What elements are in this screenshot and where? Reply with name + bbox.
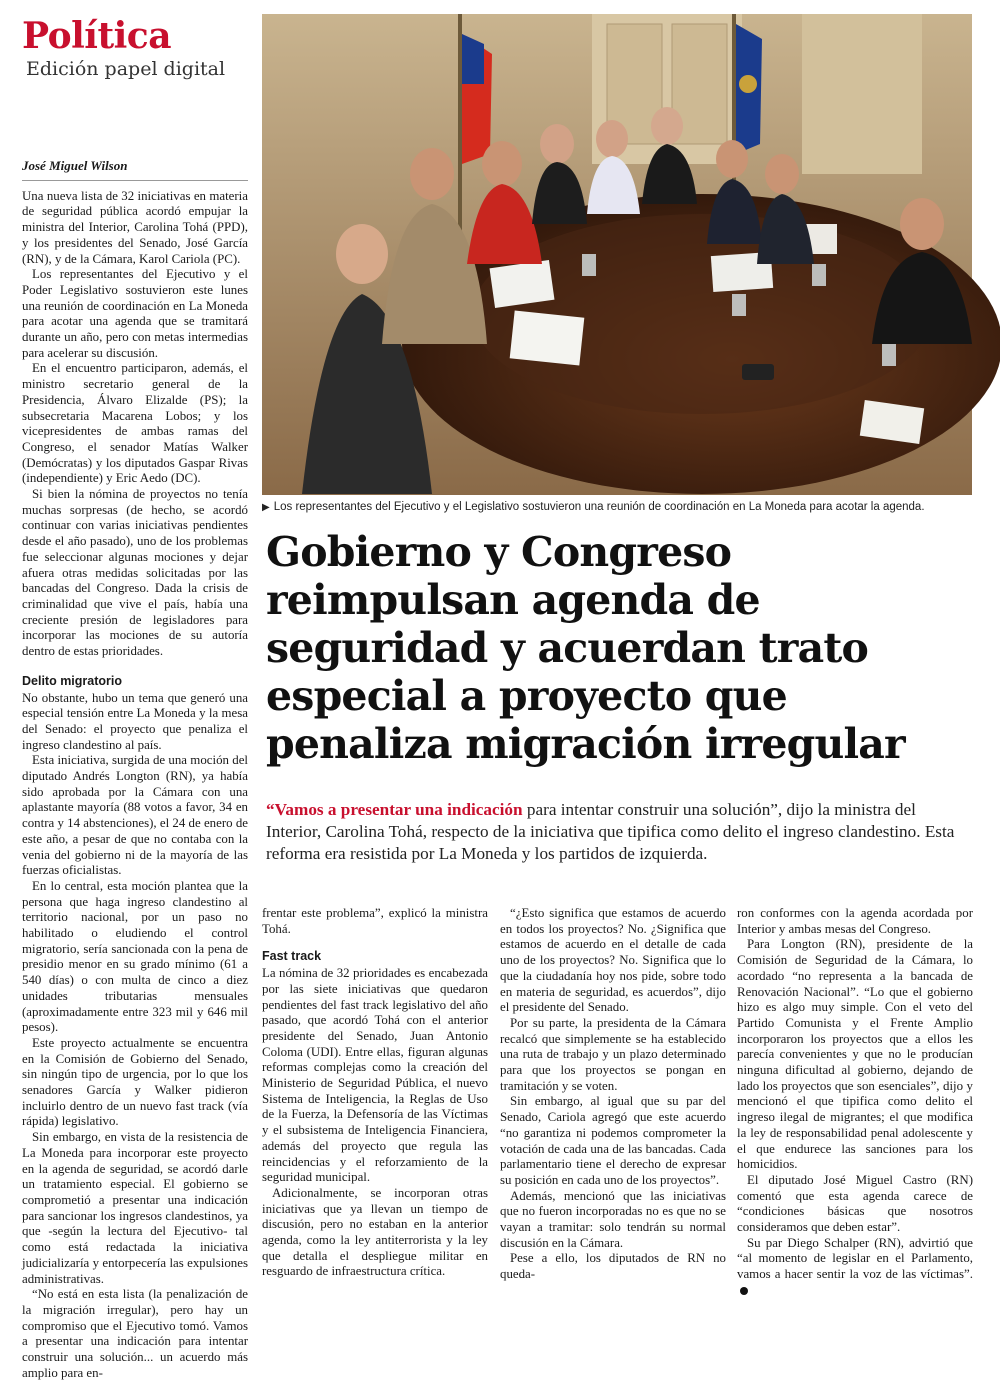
lead-paragraph bbox=[266, 799, 972, 865]
lead-rest: para intentar construir una solución”, dijo la ministra del Interior, Carolina Tohá, respecto de la iniciativa que tipifica como delito el ingreso clandestino. Esta reforma era resistida por La Moneda y los partidos de izquierda. bbox=[266, 800, 955, 863]
paragraph: La nómina de 32 prioridades es encabezada por las siete iniciativas que quedaron pendientes del fast track legislativo del año pasado, que acordó Tohá con el anterior presidente del Senado, Juan Antonio Coloma (UDI). Entre ellas, figuran algunas reformas complejas como la creación del Ministerio de Seguridad Pública, el nuevo Sistema de Inteligencia, la Reglas de Uso de la Fuerza, la Defensoría de las Víctimas y el subsistema de Inteligencia Financiera, además del proyecto que regula las reincidencias y el reforzamiento de la seguridad municipal. bbox=[262, 966, 488, 1185]
paragraph: El diputado José Miguel Castro (RN) comentó que esta agenda carece de “condiciones básicas que nosotros consideramos que deben estar”. bbox=[737, 1172, 973, 1235]
paragraph: ron conformes con la agenda acordada por Interior y ambas mesas del Congreso. bbox=[737, 906, 973, 936]
meeting-photo bbox=[262, 14, 972, 495]
paragraph: frentar este problema”, explicó la ministra Tohá. bbox=[262, 906, 488, 936]
caption-text: Los representantes del Ejecutivo y el Legislativo sostuvieron una reunión de coordinación en La Moneda para acotar la agenda. bbox=[273, 501, 925, 513]
paragraph: No obstante, hubo un tema que generó una especial tensión entre La Moneda y la mesa del Senado: el proyecto que penaliza el ingreso clandestino al país. bbox=[22, 690, 248, 752]
final-paragraph-text: Su par Diego Schalper (RN), advirtió que “al momento de legislar en el Parlamento, vamos a hacer sentir la voz de las víctimas”. bbox=[737, 1235, 973, 1282]
headline: Gobierno y Congreso reimpulsan agenda de seguridad y acuerdan trato especial a proyecto que penaliza migración irregular bbox=[266, 528, 905, 768]
paragraph bbox=[737, 1236, 973, 1299]
article-column-4 bbox=[737, 906, 973, 1282]
paragraph: En el encuentro participaron, además, el ministro secretario general de la Presidencia, Álvaro Elizalde (PS); la subsecretaria Macarena Lobos; y los vicepresidentes de ambas ramas del Congreso, el senador Matías Walker (Demócratas) y los diputados Gaspar Rivas (independiente) y Eric Aedo (DC). bbox=[22, 361, 248, 486]
paragraph: Para Longton (RN), presidente de la Comisión de Seguridad de la Cámara, lo acordado “no representa a la bancada de Renovación Nacional”. “Lo que el gobierno hizo es algo muy simple. Con el veto del Partido Comunista y el Frente Amplio incorporaron los proyectos que a ellos les parecía convenientes y que no le producían ninguna dificultad al gobierno, dejando de lado los proyectos que son esenciales”, dijo y mencionó el que tipifica como delito el ingreso ilegal de migrantes; el que modifica la ley de responsabilidad penal adolescente y el que endurece las sanciones para los homicidios. bbox=[737, 937, 973, 1172]
paragraph: En lo central, esta moción plantea que la persona que haga ingreso clandestino al territorio nacional, por un paso no habilitado o eludiendo el control migratorio, sería sancionada con la pena de presidio menor en su grado mínimo (61 a 540 días) o con multa de cinco a diez unidades tributarias mensuales (aproximadamente entre 323 mil y 646 mil pesos). bbox=[22, 878, 248, 1035]
meeting-photo-illustration bbox=[262, 14, 972, 495]
byline: José Miguel Wilson bbox=[22, 158, 248, 181]
paragraph: Esta iniciativa, surgida de una moción del diputado Andrés Longton (RN), ya había sido aprobada por la Cámara con una aplastante mayoría (88 votos a favor, 34 en contra y 14 abstenciones), el 24 de enero de este año, a pesar de que no contaba con la venia del gobierno ni de la mayoría de las fuerzas oficialistas. bbox=[22, 753, 248, 878]
paragraph: Además, mencionó que las iniciativas que no fueron incorporadas no es que no se vayan a tramitar: solo tendrán su normal discusión en la Cámara. bbox=[500, 1188, 726, 1250]
paragraph: Este proyecto actualmente se encuentra en la Comisión de Gobierno del Senado, sin ningún tipo de urgencia, por lo que los senadores García y Walker pidieron incluirlo dentro de un nuevo fast track (vía rápida) legislativo. bbox=[22, 1035, 248, 1129]
section-title: Política bbox=[22, 15, 172, 57]
photo-caption bbox=[262, 501, 972, 513]
article-column-3 bbox=[500, 906, 726, 1282]
paragraph: Si bien la nómina de proyectos no tenía muchas sorpresas (de hecho, se acordó continuar con varias iniciativas pendientes desde el año pasado), uno de los problemas fue seleccionar algunas mociones y dejar afuera otras medidas solicitadas por las bancadas del Congreso. Dada la crisis de criminalidad que vive el país, había una creciente presión de legisladores para incorporar las mociones de su autoría dentro de estas prioridades. bbox=[22, 487, 248, 659]
section-subtitle: Edición papel digital bbox=[26, 58, 226, 80]
end-mark-icon bbox=[740, 1287, 748, 1295]
paragraph: “¿Esto significa que estamos de acuerdo en todos los proyectos? No. ¿Significa que estamos de acuerdo en el detalle de cada uno de los proyectos? No. Significa que lo que la ciudadanía hoy nos pide, sobre todo en materia de seguridad, es acuerdos”, dijo el presidente del Senado. bbox=[500, 906, 726, 1015]
paragraph: Sin embargo, al igual que su par del Senado, Cariola agregó que este acuerdo “no garantiza ni podemos comprometer la votación de cada una de las bancadas. Cada parlamentario tiene el derecho de expresar su posición en cada uno de los proyectos”. bbox=[500, 1094, 726, 1187]
paragraph: Una nueva lista de 32 iniciativas en materia de seguridad pública acordó empujar la ministra del Interior, Carolina Tohá (PPD), y los presidentes del Senado, José García (RN), y de la Cámara, Karol Cariola (PC). bbox=[22, 188, 248, 266]
caption-arrow-icon: ▶ bbox=[262, 502, 270, 513]
paragraph: “No está en esta lista (la penalización de la migración irregular), pero hay un compromiso que el Ejecutivo tomó. Vamos a presentar una indicación para intentar construir una solución... un acuerdo más amplio para en- bbox=[22, 1287, 248, 1380]
subhead-fast-track: Fast track bbox=[262, 949, 322, 964]
paragraph: Sin embargo, en vista de la resistencia de La Moneda para incorporar este proyecto en la agenda de seguridad, se acordó darle un tratamiento especial. El gobierno se comprometió a presentar una indicación para sancionar los ingresos clandestinos, ya que -según la lectura del Ejecutivo- tal como está redactada la iniciativa judicializaría y entorpecería las expulsiones administrativas. bbox=[22, 1130, 248, 1286]
subhead-delito-migratorio: Delito migratorio bbox=[22, 673, 123, 688]
lead-quote: “Vamos a presentar una indicación bbox=[266, 800, 523, 819]
paragraph: Adicionalmente, se incorporan otras iniciativas que ya llevan un tiempo de discusión, pero no estaban en la anterior agenda, como la ley antiterrorista y la ley que detalla el despliegue militar en resguardo de infraestructura crítica. bbox=[262, 1185, 488, 1279]
paragraph: Los representantes del Ejecutivo y el Poder Legislativo sostuvieron este lunes una reunión de coordinación en La Moneda para acotar una agenda que se tramitará durante un año, pero con metas intermedias para acelerar su discusión. bbox=[22, 267, 248, 360]
article-column-1 bbox=[22, 158, 248, 1380]
paragraph: Por su parte, la presidenta de la Cámara recalcó que simplemente se ha establecido una ruta de trabajo y un plazo determinado para que los proyectos se pongan en tramitación y se voten. bbox=[500, 1015, 726, 1093]
paragraph: Pese a ello, los diputados de RN no queda- bbox=[500, 1251, 726, 1282]
article-column-2 bbox=[262, 906, 488, 1279]
